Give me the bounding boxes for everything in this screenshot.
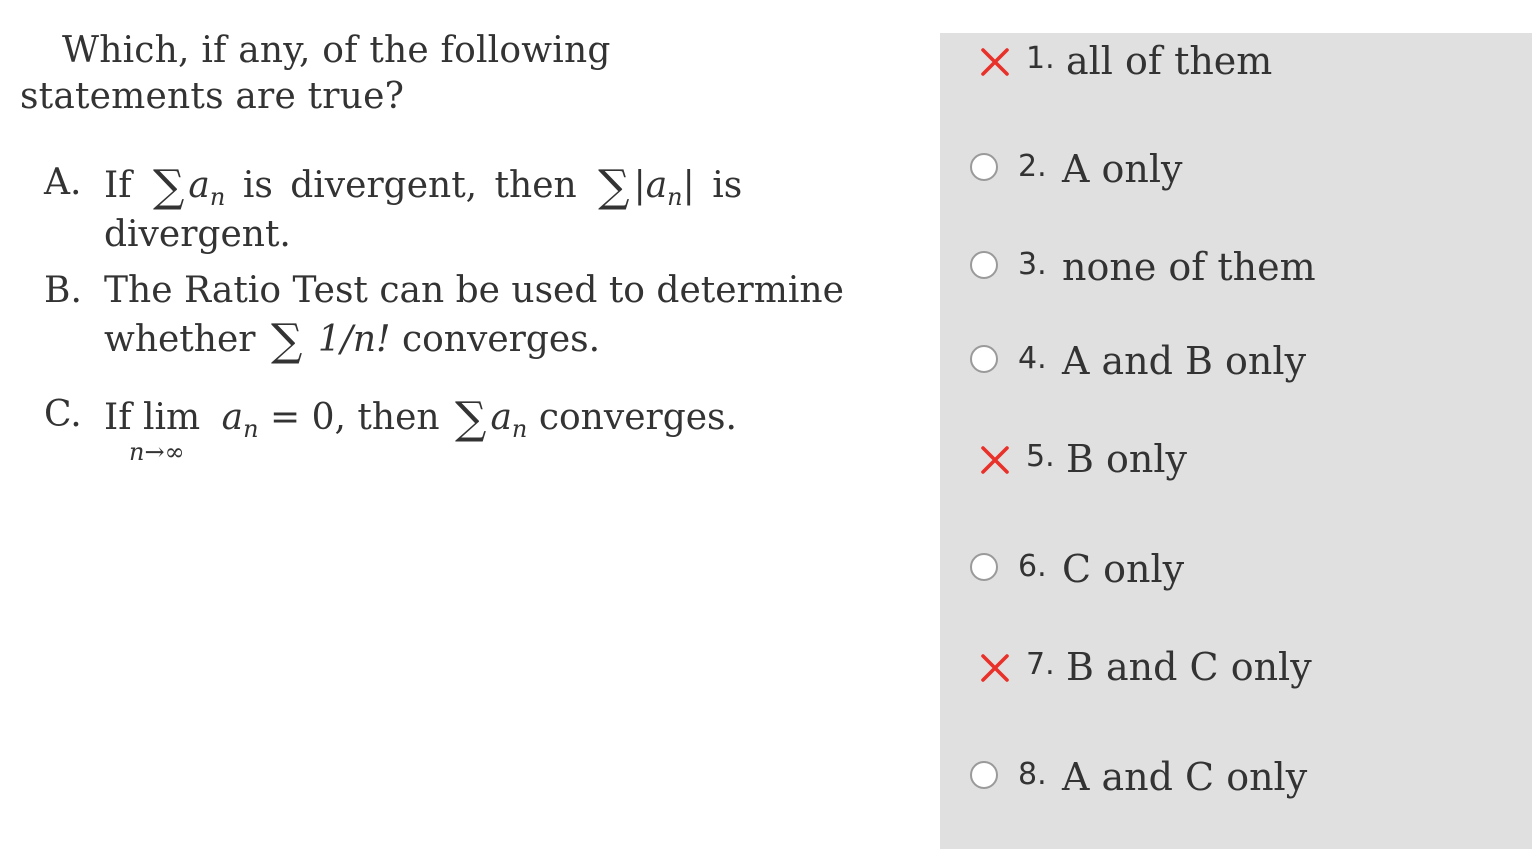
answer-text: A only [1062,147,1183,191]
answer-choice-1[interactable] [940,39,1532,95]
statement-c-post: converges. [538,397,737,438]
limit-subscript: n→∞ [129,438,185,466]
answer-text: C only [1062,547,1185,591]
radio-button-icon[interactable] [970,251,998,279]
sum-symbol: ∑ [270,315,303,366]
statement-b-pre: whether [104,319,256,360]
answer-number: 5. [1026,439,1055,474]
radio-button-icon[interactable] [970,345,998,373]
statement-a-post: is [712,165,743,206]
var-a: a [490,397,512,438]
statement-c-mid: = 0, then [270,397,440,438]
var-n-sub: n [209,183,226,211]
answer-choice-5[interactable] [940,437,1532,493]
answer-choice-3[interactable] [940,245,1532,301]
sum-symbol: ∑ [153,161,185,212]
statement-a [44,158,814,258]
answer-text: all of them [1066,39,1273,83]
statement-c [44,390,814,470]
statement-b [44,266,844,366]
wrong-x-icon [978,651,1012,685]
answer-number: 6. [1018,549,1047,584]
answer-panel [940,33,1532,849]
radio-button-icon[interactable] [970,153,998,181]
answer-number: 8. [1018,757,1047,792]
answer-choice-4[interactable] [940,339,1532,395]
statement-a-mid: is divergent, then [242,165,577,206]
statement-a-pre: If [104,165,132,206]
sum-symbol: ∑ [598,161,630,212]
answer-number: 7. [1026,647,1055,682]
statement-c-label: C. [44,394,82,435]
radio-button-icon[interactable] [970,553,998,581]
var-a: a [645,165,668,206]
abs-open: | [633,165,646,206]
sum-symbol: ∑ [455,393,487,444]
statement-c-pre: If [104,397,132,438]
answer-choice-8[interactable] [940,755,1532,811]
answer-choice-2[interactable] [940,147,1532,203]
var-n-sub: n [243,415,259,443]
answer-number: 2. [1018,149,1047,184]
var-n-sub: n [511,415,528,443]
answer-choice-7[interactable] [940,645,1532,701]
var-n-sub: n [667,183,683,211]
limit-lim: lim [143,397,201,438]
wrong-x-icon [978,45,1012,79]
statement-a-cont: divergent. [104,214,291,255]
statement-b-label: B. [44,270,82,311]
statement-a-label: A. [44,162,82,203]
answer-text: A and B only [1062,339,1307,383]
answer-number: 1. [1026,41,1055,76]
var-a: a [221,397,244,438]
statement-b-term: 1/n! [317,319,391,360]
answer-text: B only [1066,437,1187,481]
answer-text: none of them [1062,245,1316,289]
radio-button-icon[interactable] [970,761,998,789]
var-a: a [188,165,210,206]
answer-choice-6[interactable] [940,547,1532,603]
answer-text: A and C only [1062,755,1308,799]
answer-number: 4. [1018,341,1047,376]
statement-b-line1: The Ratio Test can be used to determine [104,270,844,311]
answer-number: 3. [1018,247,1047,282]
answer-text: B and C only [1066,645,1312,689]
wrong-x-icon [978,443,1012,477]
statement-b-post: converges. [401,319,601,360]
question-stem: Which, if any, of the following statements are true? [20,30,611,117]
abs-close: | [682,165,695,206]
